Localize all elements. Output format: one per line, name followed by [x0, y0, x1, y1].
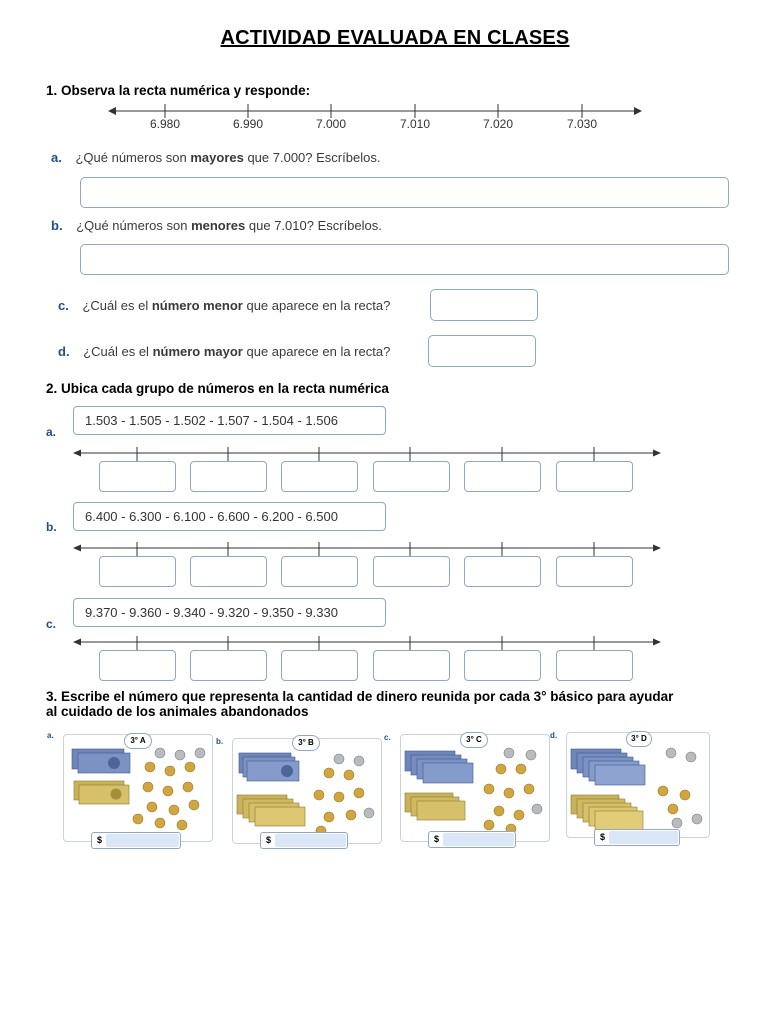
q2c-answer-box[interactable] — [190, 650, 267, 681]
q2c-answer-box[interactable] — [464, 650, 541, 681]
q2c-answer-box[interactable] — [373, 650, 450, 681]
q2b-letter: b. — [46, 520, 57, 534]
q1c-text-bold: número menor — [151, 298, 243, 313]
q1a-question — [51, 150, 380, 165]
q3c-money-card — [400, 734, 550, 842]
q2a-number-set: 1.503 - 1.505 - 1.502 - 1.507 - 1.504 - 1.506 — [73, 406, 386, 435]
q1d-text-post: que aparece en la recta? — [242, 344, 391, 359]
coin-icon — [133, 762, 199, 830]
q1-tick-label: 7.000 — [315, 117, 347, 131]
q3b-money-card — [232, 738, 382, 844]
q3b-currency-symbol: $ — [266, 835, 272, 845]
q2a-answer-box[interactable] — [281, 461, 358, 492]
q1b-text-pre: ¿Qué números son — [76, 218, 192, 233]
q1-heading: 1. Observa la recta numérica y responde: — [46, 83, 311, 98]
q3a-money-illustration — [64, 735, 212, 841]
q3a-currency-symbol: $ — [97, 835, 103, 845]
q1-tick-label: 7.010 — [399, 117, 431, 131]
q3b-letter: b. — [216, 737, 224, 746]
q1d-question — [58, 344, 390, 359]
blue-banknote-icon — [405, 751, 473, 783]
q1-tick-label: 7.020 — [482, 117, 514, 131]
q1b-text-bold: menores — [191, 218, 246, 233]
gold-banknote-icon — [74, 781, 129, 804]
gold-banknote-icon — [237, 795, 305, 826]
q1-tick-label: 7.030 — [566, 117, 598, 131]
q2c-answer-box[interactable] — [556, 650, 633, 681]
q1a-letter: a. — [51, 150, 62, 165]
q1d-text-bold: número mayor — [152, 344, 243, 359]
blue-banknote-icon — [239, 753, 299, 781]
q1-tick-label: 6.980 — [149, 117, 181, 131]
q1b-question — [51, 218, 382, 233]
q3d-course-label: 3° D — [626, 731, 652, 747]
q2b-number-set: 6.400 - 6.300 - 6.100 - 6.600 - 6.200 - 6.500 — [73, 502, 386, 531]
q2b-answer-box[interactable] — [556, 556, 633, 587]
q1a-text-bold: mayores — [190, 150, 244, 165]
q3a-course-label: 3° A — [124, 733, 152, 749]
bimetal-coin-icon — [504, 748, 542, 814]
q2a-answer-box[interactable] — [464, 461, 541, 492]
q1d-text-pre: ¿Cuál es el — [83, 344, 153, 359]
q1c-text-pre: ¿Cuál es el — [82, 298, 152, 313]
bimetal-coin-icon — [334, 754, 374, 818]
q1-tick-label: 6.990 — [232, 117, 264, 131]
q3d-letter: d. — [550, 731, 558, 740]
q1b-answer-box[interactable] — [80, 244, 729, 275]
q3c-money-illustration — [401, 735, 549, 841]
q1a-text-pre: ¿Qué números son — [75, 150, 191, 165]
q3-heading-line2: al cuidado de los animales abandonados — [46, 704, 309, 719]
q2c-letter: c. — [46, 617, 57, 631]
q2b-answer-box[interactable] — [281, 556, 358, 587]
q3b-money-illustration — [233, 739, 381, 843]
q2b-answer-box[interactable] — [373, 556, 450, 587]
q2-heading: 2. Ubica cada grupo de números en la recta numérica — [46, 381, 389, 396]
q3d-amount-input[interactable] — [594, 829, 680, 846]
q1d-letter: d. — [58, 344, 70, 359]
q1a-text-post: que 7.000? Escríbelos. — [243, 150, 381, 165]
q1c-answer-box[interactable] — [430, 289, 538, 321]
q3b-course-label: 3° B — [292, 735, 320, 751]
q3b-amount-input[interactable] — [260, 832, 348, 849]
q1c-letter: c. — [58, 298, 69, 313]
q2a-letter: a. — [46, 425, 57, 439]
q1c-question — [58, 298, 390, 313]
coin-icon — [658, 786, 690, 814]
q3c-amount-input[interactable] — [428, 831, 516, 848]
q3d-money-card — [566, 732, 710, 838]
q2a-answer-box[interactable] — [556, 461, 633, 492]
page-title: ACTIVIDAD EVALUADA EN CLASES — [220, 27, 570, 49]
blue-banknote-icon — [72, 749, 130, 773]
q1c-text-post: que aparece en la recta? — [242, 298, 391, 313]
q3a-letter: a. — [47, 731, 54, 740]
bimetal-coin-icon — [155, 748, 205, 760]
q3d-money-illustration — [567, 733, 709, 837]
q2a-answer-box[interactable] — [190, 461, 267, 492]
q2b-answer-box[interactable] — [190, 556, 267, 587]
q3d-currency-symbol: $ — [600, 832, 606, 842]
gold-banknote-icon — [571, 795, 643, 830]
q2c-number-set: 9.370 - 9.360 - 9.340 - 9.320 - 9.350 - 9.330 — [73, 598, 386, 627]
coin-icon — [314, 768, 364, 836]
q1a-answer-box[interactable] — [80, 177, 729, 208]
q3a-money-card — [63, 734, 213, 842]
q2b-answer-box[interactable] — [464, 556, 541, 587]
coin-icon — [484, 764, 534, 834]
q3c-letter: c. — [384, 733, 391, 742]
q2a-answer-box[interactable] — [373, 461, 450, 492]
q1b-letter: b. — [51, 218, 63, 233]
q2c-answer-box[interactable] — [99, 650, 176, 681]
q2c-answer-box[interactable] — [281, 650, 358, 681]
q1b-text-post: que 7.010? Escríbelos. — [245, 218, 382, 233]
bimetal-coin-icon — [666, 748, 702, 828]
q2a-answer-box[interactable] — [99, 461, 176, 492]
q3a-amount-input[interactable] — [91, 832, 181, 849]
q3-heading-line1: 3. Escribe el número que representa la cantidad de dinero reunida por cada 3° básico para ayudar — [46, 689, 674, 704]
blue-banknote-icon — [571, 749, 645, 785]
q1d-answer-box[interactable] — [428, 335, 536, 367]
q3c-currency-symbol: $ — [434, 834, 440, 844]
q2b-answer-box[interactable] — [99, 556, 176, 587]
gold-banknote-icon — [405, 793, 465, 820]
q3c-course-label: 3° C — [460, 732, 488, 748]
